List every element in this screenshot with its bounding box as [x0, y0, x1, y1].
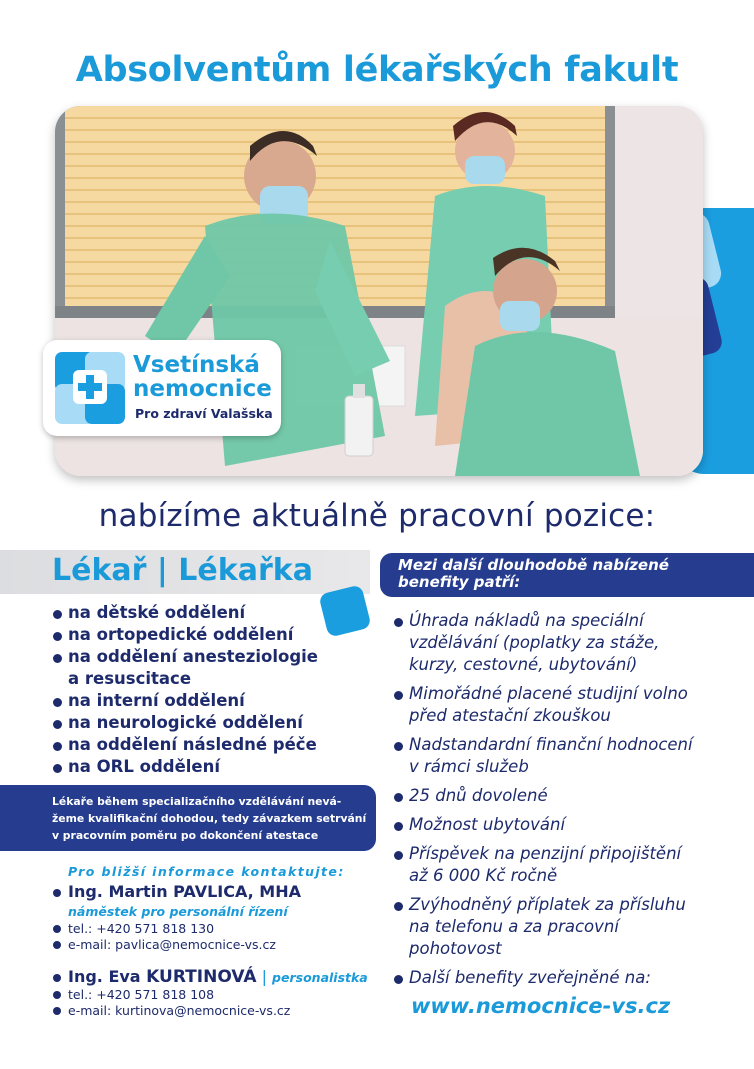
page-headline: Absolventům lékařských fakult: [75, 50, 679, 90]
benefit-line: v rámci služeb: [409, 757, 529, 776]
hospital-cross-icon: [53, 350, 127, 426]
contact2-role: personalistka: [272, 970, 368, 985]
contact2-name: [53, 967, 368, 987]
list-item: [394, 734, 693, 778]
benefits-header-line: Mezi další dlouhodobě nabízené: [398, 556, 669, 574]
note-line: v pracovním poměru po dokončení atestace: [52, 829, 319, 842]
list-item: [394, 683, 693, 727]
benefits-list: [394, 610, 693, 996]
contact-heading: Pro bližší informace kontaktujte:: [68, 864, 345, 879]
contact2-name-prefix: Ing. Eva: [68, 967, 147, 986]
benefit-line: Další benefity zveřejněné na:: [409, 968, 651, 987]
benefit-line: Nadstandardní finanční hodnocení: [409, 735, 693, 754]
benefit-line: až 6 000 Kč ročně: [409, 866, 558, 885]
contact2-phone[interactable]: tel.: +420 571 818 108: [53, 987, 214, 1002]
logo-tagline: Pro zdraví Valašska: [135, 406, 273, 421]
website-link[interactable]: www.nemocnice-vs.cz: [411, 994, 671, 1018]
list-item: na neurologické oddělení: [53, 712, 318, 734]
list-item: na ORL oddělení: [53, 756, 318, 778]
contact1-role: náměstek pro personální řízení: [68, 904, 288, 919]
list-item: [394, 967, 693, 989]
list-item: na oddělení následné péče: [53, 734, 318, 756]
list-item: na ortopedické oddělení: [53, 624, 318, 646]
benefit-line: 25 dnů dovolené: [409, 786, 548, 805]
list-item: [394, 610, 693, 676]
department-list: [53, 602, 318, 778]
contact2-separator: |: [256, 967, 273, 986]
contact1-name: Ing. Martin PAVLICA, MHA: [53, 882, 301, 901]
benefit-line: Úhrada nákladů na speciální: [409, 611, 644, 630]
note-line: žeme kvalifikační dohodou, tedy závazkem setrvání: [52, 812, 367, 825]
contact2-email[interactable]: e-mail: kurtinova@nemocnice-vs.cz: [53, 1003, 290, 1018]
benefit-line: Mimořádné placené studijní volno: [409, 684, 688, 703]
logo-name-line2: nemocnice: [133, 376, 272, 402]
contact1-email[interactable]: e-mail: pavlica@nemocnice-vs.cz: [53, 937, 276, 952]
logo-name-line1: Vsetínská: [133, 352, 260, 378]
hospital-logo: [43, 340, 281, 436]
contact2-surname: KURTINOVÁ: [146, 967, 257, 987]
benefit-line: před atestační zkouškou: [409, 706, 611, 725]
benefit-line: pohotovost: [409, 939, 502, 958]
note-line: Lékaře během specializačního vzdělávání nevá-: [52, 795, 342, 808]
benefits-header: [380, 553, 754, 597]
benefits-header-line: benefity patří:: [398, 573, 521, 591]
list-item: [394, 814, 693, 836]
benefit-line: Příspěvek na penzijní připojištění: [409, 844, 682, 863]
list-item: [394, 785, 693, 807]
list-item: [394, 843, 693, 887]
benefit-line: na telefonu a za pracovní: [409, 917, 619, 936]
qualification-note: [0, 785, 376, 851]
positions-subheadline: nabízíme aktuálně pracovní pozice:: [98, 498, 656, 534]
list-item: [394, 894, 693, 960]
benefit-line: Možnost ubytování: [409, 815, 566, 834]
list-item: na oddělení anesteziologie: [53, 646, 318, 668]
benefit-line: vzdělávání (poplatky za stáže,: [409, 633, 660, 652]
list-item-continuation: a resuscitace: [68, 669, 192, 688]
list-item: na dětské oddělení: [53, 602, 318, 624]
benefit-line: kurzy, cestovné, ubytování): [409, 655, 638, 674]
benefit-line: Zvýhodněný příplatek za přísluhu: [409, 895, 686, 914]
list-item: na interní oddělení: [53, 690, 318, 712]
contact1-phone[interactable]: tel.: +420 571 818 130: [53, 921, 214, 936]
job-title: Lékař | Lékařka: [52, 553, 313, 588]
